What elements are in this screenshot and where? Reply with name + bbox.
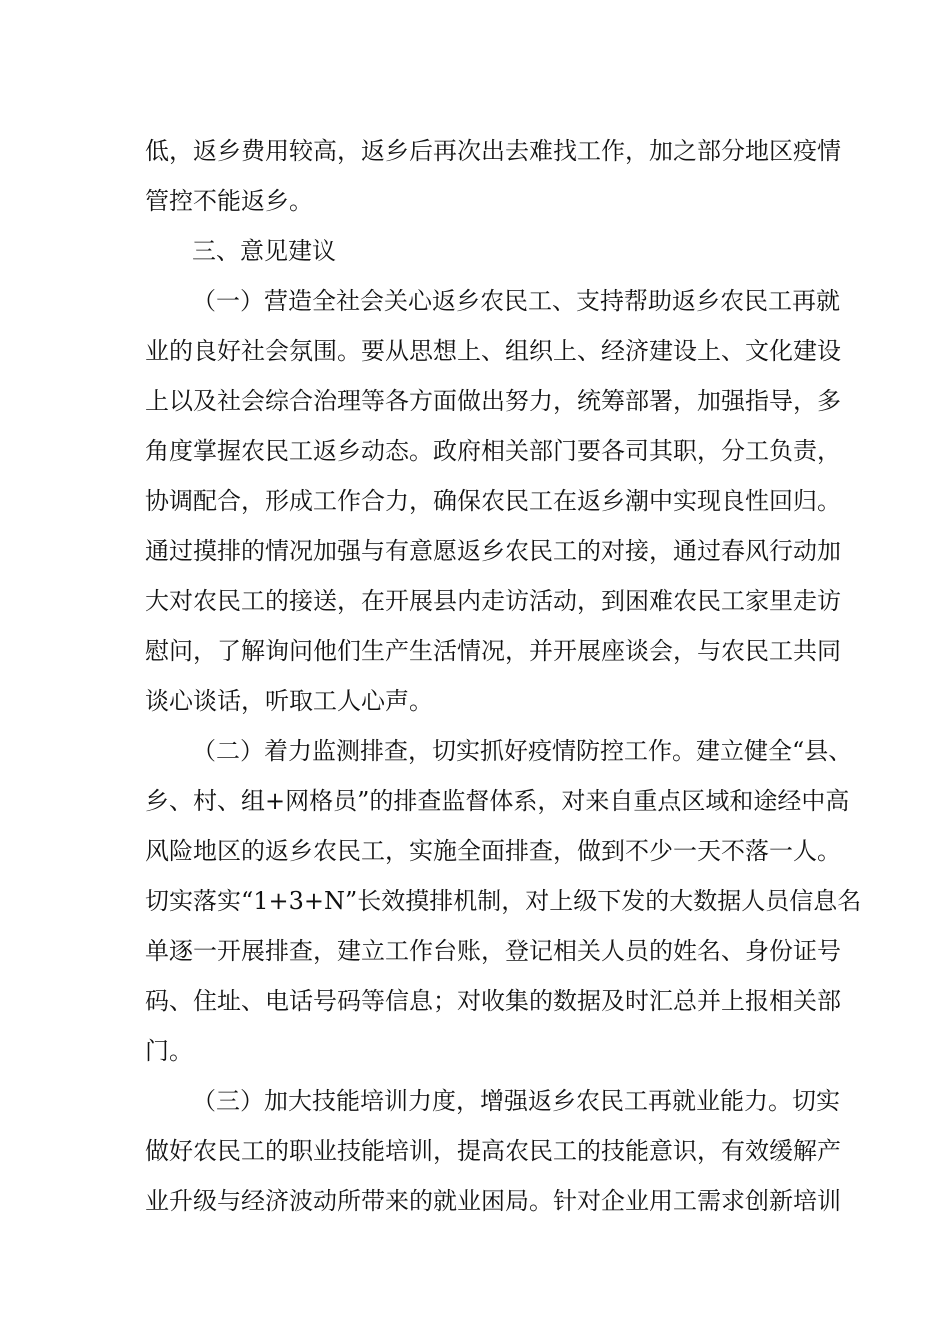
text-line: 大对农民工的接送，在开展县内走访活动，到困难农民工家里走访 [145,587,841,615]
text-line: 低，返乡费用较高，返乡后再次出去难找工作，加之部分地区疫情 [145,137,841,165]
text-line: 谈心谈话，听取工人心声。 [145,687,433,715]
text-line: 做好农民工的职业技能培训，提高农民工的技能意识，有效缓解产 [145,1137,841,1165]
paragraph-start: （三）加大技能培训力度，增强返乡农民工再就业能力。切实 [192,1087,840,1115]
text-line: 管控不能返乡。 [145,187,313,215]
text-line: 业的良好社会氛围。要从思想上、组织上、经济建设上、文化建设 [145,337,841,365]
text-line: 通过摸排的情况加强与有意愿返乡农民工的对接，通过春风行动加 [145,537,841,565]
text-line: 风险地区的返乡农民工，实施全面排查，做到不少一天不落一人。 [145,837,841,865]
text-line: 协调配合，形成工作合力，确保农民工在返乡潮中实现良性回归。 [145,487,841,515]
section-heading: 三、意见建议 [192,237,336,265]
text-line: 切实落实“1+3+N”长效摸排机制，对上级下发的大数据人员信息名 [145,887,862,915]
paragraph-start: （二）着力监测排查，切实抓好疫情防控工作。建立健全“县、 [192,737,853,765]
text-line: 上以及社会综合治理等各方面做出努力，统筹部署，加强指导，多 [145,387,841,415]
text-line: 业升级与经济波动所带来的就业困局。针对企业用工需求创新培训 [145,1187,841,1215]
text-line: 慰问，了解询问他们生产生活情况，并开展座谈会，与农民工共同 [145,637,841,665]
text-line: 单逐一开展排查，建立工作台账，登记相关人员的姓名、身份证号 [145,937,841,965]
text-line: 角度掌握农民工返乡动态。政府相关部门要各司其职，分工负责， [145,437,841,465]
text-line: 码、住址、电话号码等信息；对收集的数据及时汇总并上报相关部 [145,987,841,1015]
text-line: 乡、村、组+网格员”的排查监督体系，对来自重点区域和途经中高 [145,787,850,815]
paragraph-start: （一）营造全社会关心返乡农民工、支持帮助返乡农民工再就 [192,287,840,315]
text-line: 门。 [145,1037,193,1065]
